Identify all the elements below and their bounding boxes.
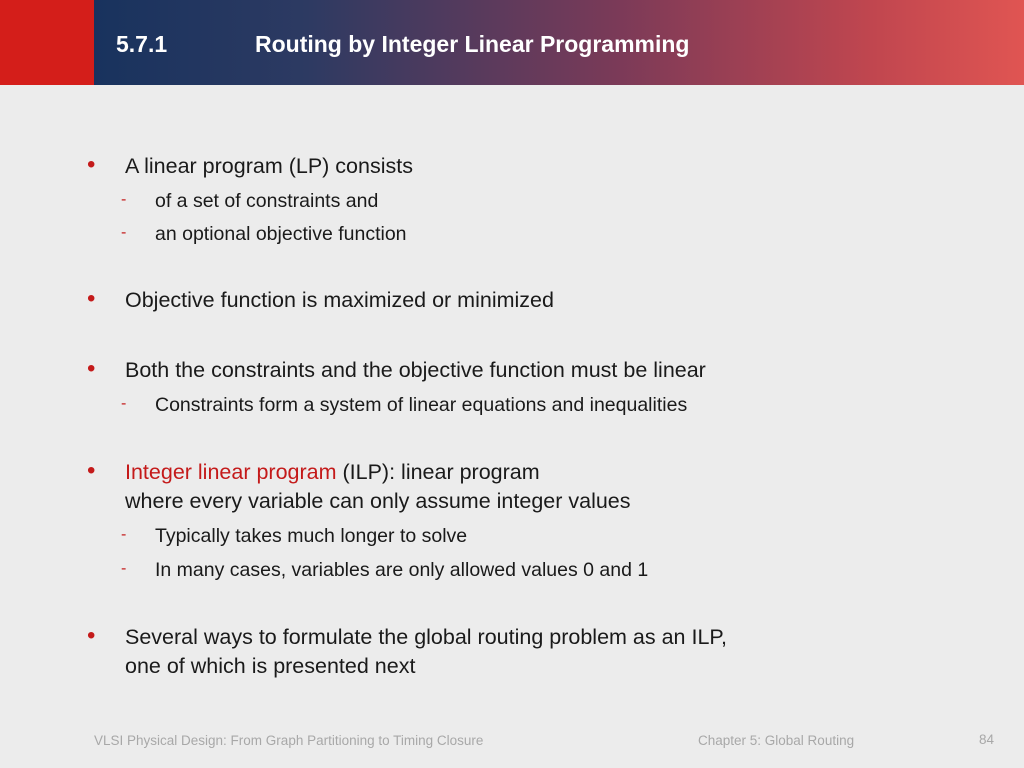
bullet-dot: • (87, 355, 96, 382)
sub-bullet-dash: - (121, 191, 127, 208)
bullet-text: Both the constraints and the objective function must be linear (125, 358, 706, 382)
sub-bullet-text: an optional objective function (155, 223, 407, 245)
bullet-text-continuation: where every variable can only assume integer values (125, 489, 631, 513)
footer-chapter: Chapter 5: Global Routing (698, 733, 855, 748)
bullet-text: Several ways to formulate the global routing problem as an ILP, (125, 625, 727, 649)
ilp-highlight-term: Integer linear program (125, 460, 337, 484)
bullet-dot: • (87, 622, 96, 649)
sub-bullet-text: Typically takes much longer to solve (155, 525, 468, 547)
header-accent-block (0, 0, 94, 85)
sub-bullet-text: of a set of constraints and (155, 190, 379, 212)
sub-bullet-dash: - (121, 526, 127, 543)
bullet-text-rest: (ILP): linear program (336, 460, 540, 484)
sub-bullet-dash: - (121, 560, 127, 577)
bullet-text (125, 458, 540, 487)
sub-bullet-dash: - (121, 395, 127, 412)
section-number: 5.7.1 (116, 31, 168, 57)
slide-header (0, 0, 1024, 85)
sub-bullet-text: Constraints form a system of linear equations and inequalities (155, 394, 688, 416)
page-number: 84 (979, 732, 995, 747)
bullet-dot: • (87, 151, 96, 178)
bullet-dot: • (87, 285, 96, 312)
footer-book-title: VLSI Physical Design: From Graph Partitioning to Timing Closure (94, 733, 484, 748)
slide-title: Routing by Integer Linear Programming (255, 31, 690, 57)
sub-bullet-dash: - (121, 224, 127, 241)
bullet-text: Objective function is maximized or minimized (125, 288, 554, 312)
bullet-text: A linear program (LP) consists (125, 154, 413, 178)
sub-bullet-text: In many cases, variables are only allowed values 0 and 1 (155, 559, 649, 581)
bullet-dot: • (87, 457, 96, 484)
bullet-text-continuation: one of which is presented next (125, 654, 416, 678)
